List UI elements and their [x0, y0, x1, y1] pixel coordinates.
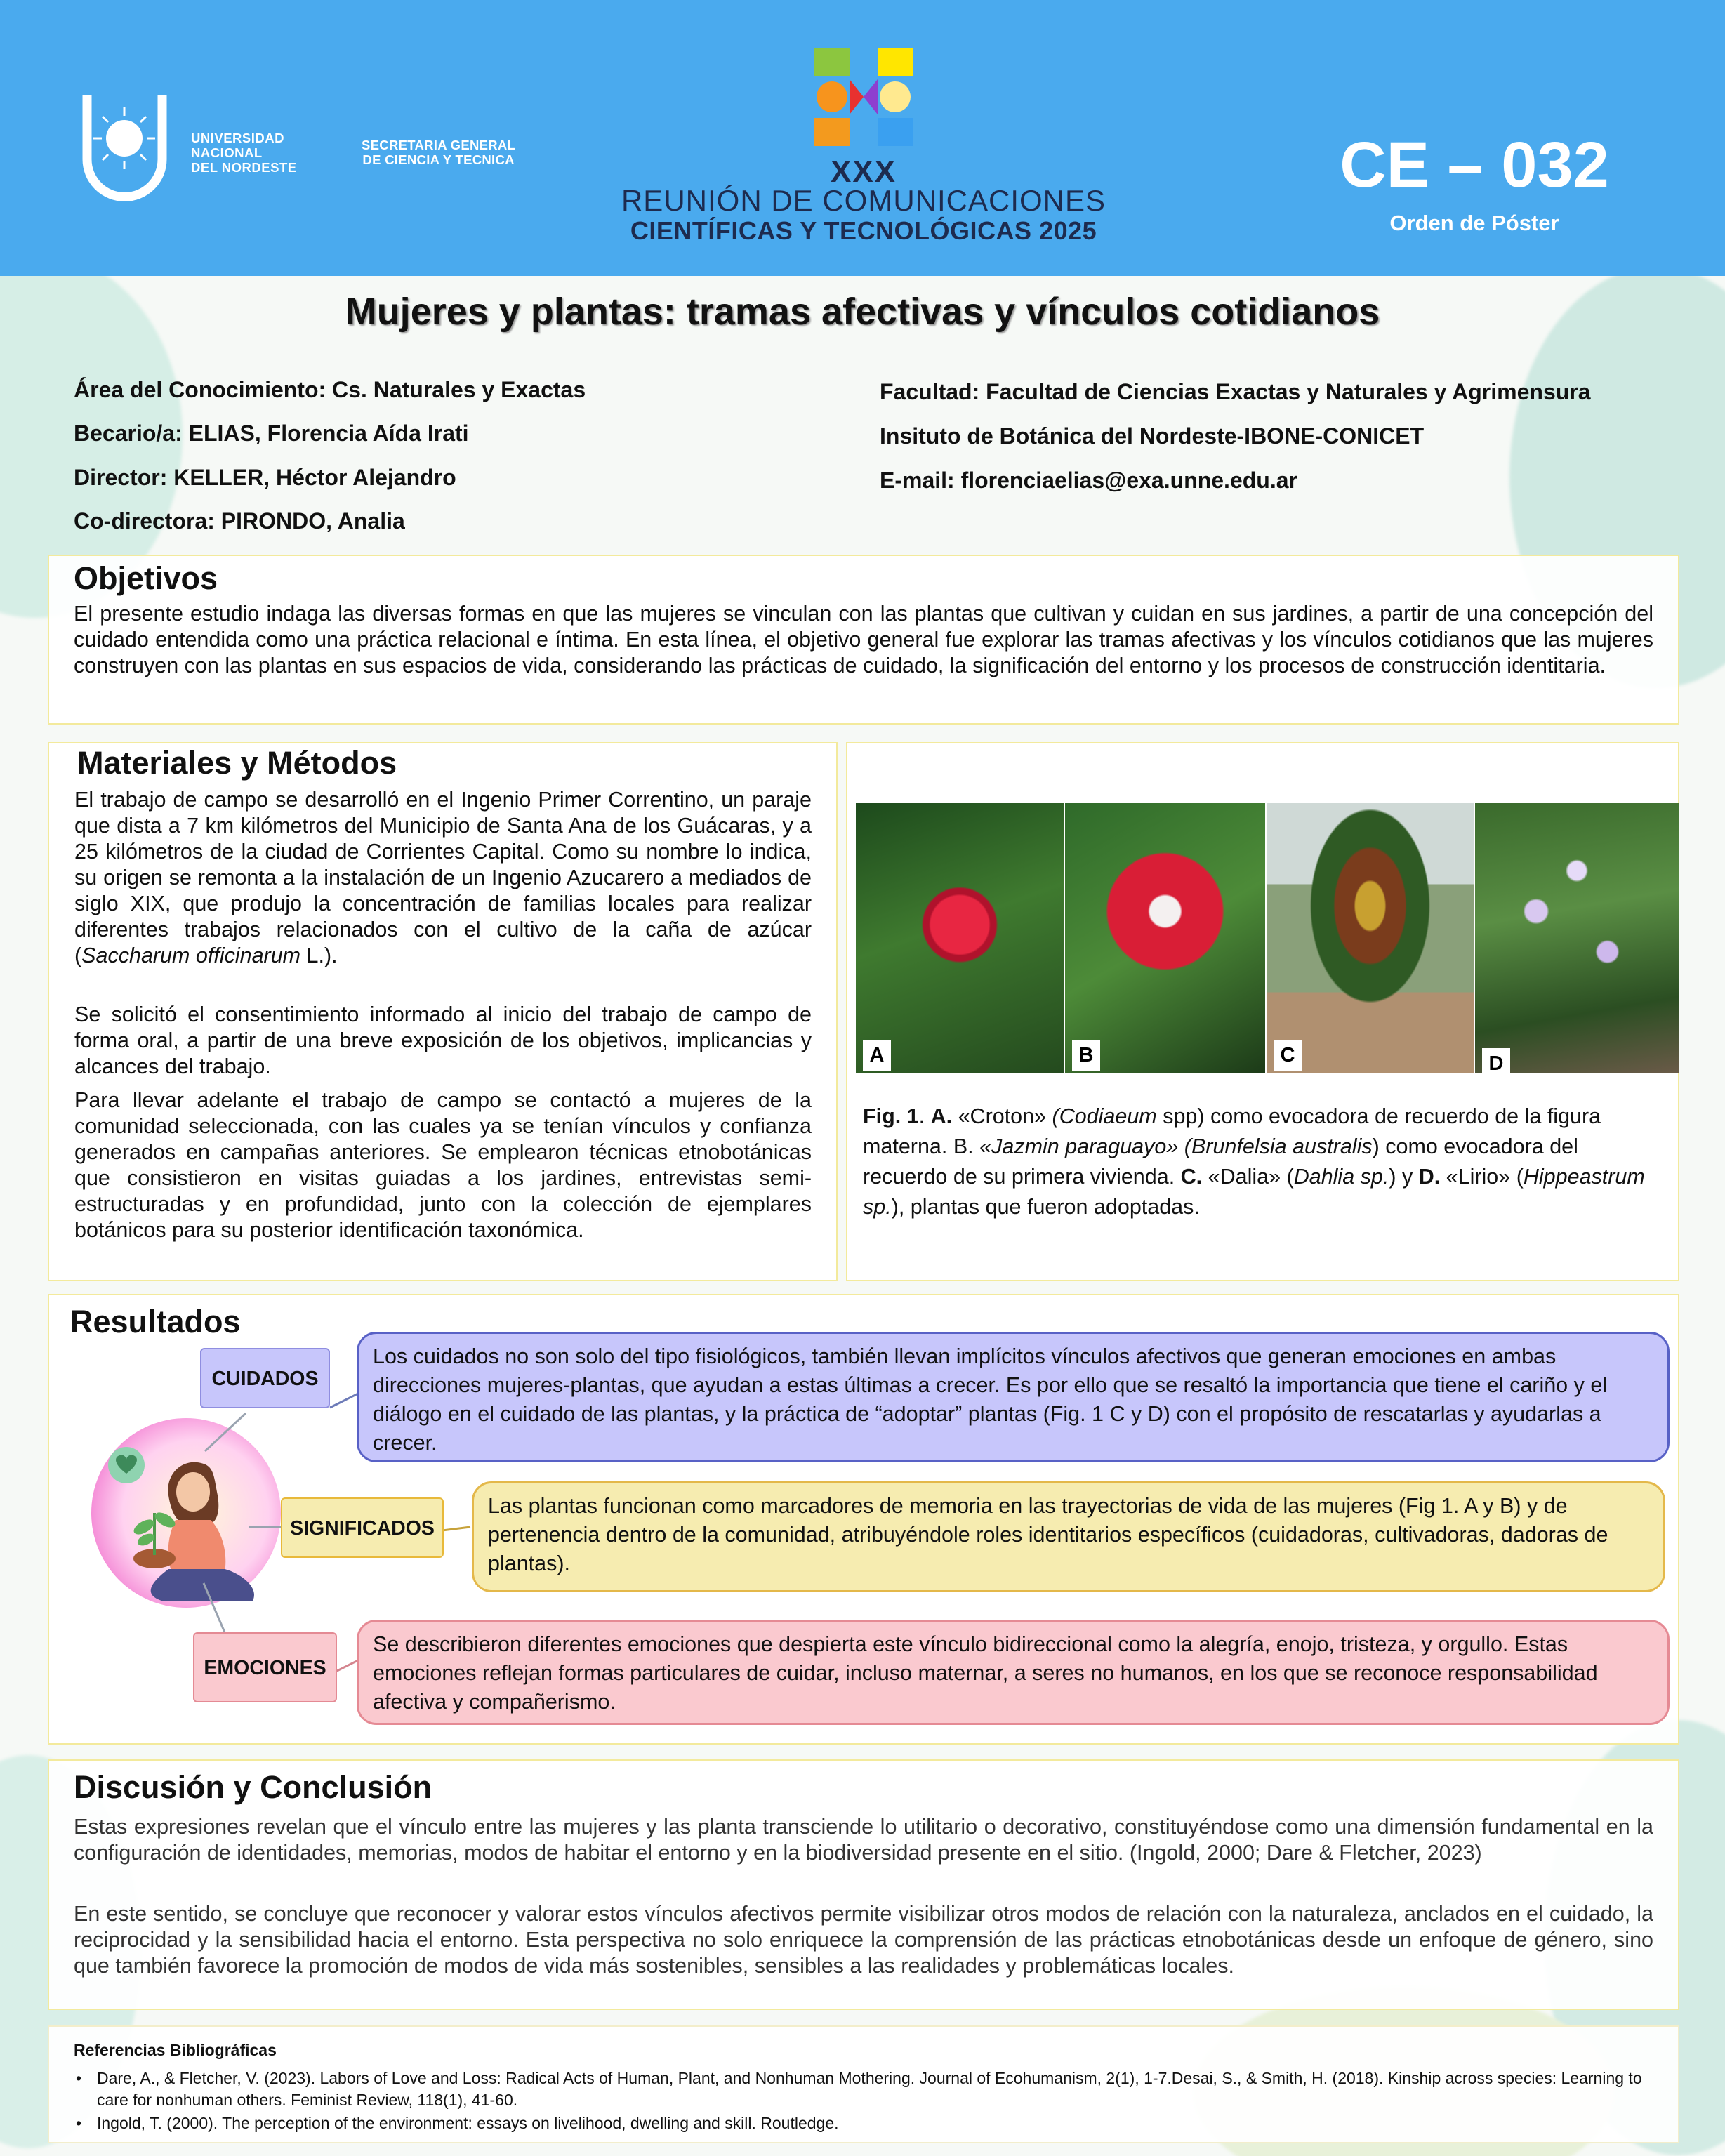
metodos-title: Materiales y Métodos: [77, 745, 397, 781]
discusion-section: [48, 1759, 1679, 2010]
significados-text: Las plantas funcionan como marcadores de memoria en las trayectorias de vida de las mujeres (Fig 1. A y B) y de pertenencia dentro de la comunidad, atribuyéndole roles identitarios específicos (cuidadoras, cultivadoras, dadoras de plantas).: [472, 1481, 1665, 1592]
poster-order-label: Orden de Póster: [1389, 211, 1559, 235]
poster-code: CE – 032: [1340, 129, 1609, 201]
emociones-text: Se describieron diferentes emociones que despierta este vínculo bidireccional como la alegría, enojo, tristeza, y orgullo. Estas emociones reflejan formas particulares de cuidar, incluso maternar, a seres no humanos, en los que se reconoce responsabilidad afectiva y compañerismo.: [357, 1620, 1670, 1725]
photo-a-croton: [856, 803, 1064, 1073]
resultados-section: [48, 1294, 1679, 1745]
metodos-paragraph-3: Para llevar adelante el trabajo de campo se contactó a mujeres de la comunidad seleccionada, con las cuales ya se tenían vínculos y confianza generados en campañas anteriores. Se emplearon técnicas etnobotánicas que consistieron en visitas guiadas a los jardines, entrevistas semi-estructuradas y en profundidad, junto con la colección de ejemplares botánicos para su posterior identificación taxonómica.: [74, 1088, 812, 1242]
referencias-title: Referencias Bibliográficas: [74, 2041, 277, 2059]
photo-c-dalia: [1267, 803, 1474, 1073]
event-name-line2: CIENTÍFICAS Y TECNOLÓGICAS 2025: [630, 216, 1097, 245]
figure-caption: Fig. 1. A. «Croton» (Codiaeum spp) como evocadora de recuerdo de la figura materna. B. «Jazmin paraguayo» (Brunfelsia australis) como evocadora del recuerdo de su primera vivienda. C. «Dalia» (Dahlia sp.) y D. «Lirio» (Hippeastrum sp.), plantas que fueron adoptadas.: [863, 1104, 1645, 1219]
meta-director: Director: KELLER, Héctor Alejandro: [74, 465, 456, 490]
reference-item-2: Ingold, T. (2000). The perception of the environment: essays on livelihood, dwelling and skill. Routledge.: [97, 2114, 839, 2132]
metodos-paragraph-2: Se solicitó el consentimiento informado al inicio del trabajo de campo de forma oral, a partir de una breve exposición de los objetivos, implicancias y alcances del trabajo.: [74, 1003, 812, 1078]
meta-area: Área del Conocimiento: Cs. Naturales y Exactas: [74, 377, 586, 402]
poster-title: Mujeres y plantas: tramas afectivas y vínculos cotidianos: [345, 291, 1380, 333]
event-name-line1: REUNIÓN DE COMUNICACIONES: [621, 184, 1106, 217]
objetivos-section: [48, 555, 1679, 725]
discusion-paragraph-1: Estas expresiones revelan que el vínculo entre las mujeres y las planta transciende lo utilitario o decorativo, constituyéndose como una dimensión fundamental en la configuración de identidades, memorias, modos de habitar el entorno y en la biodiversidad presente en el sitio. (Ingold, 2000; Dare & Fletcher, 2023): [74, 1815, 1653, 1865]
objetivos-title: Objetivos: [74, 560, 218, 596]
meta-codirector: Co-directora: PIRONDO, Analia: [74, 508, 405, 534]
meta-email: E-mail: florenciaelias@exa.unne.edu.ar: [880, 468, 1297, 493]
reference-item-1: Dare, A., & Fletcher, V. (2023). Labors of Love and Loss: Radical Acts of Human, Plant, and Nonhuman Mothering. Journal of Ecohumanism, 2(1), 1-7.Desai, S., & Smith, H. (2018). Kinship across species: Learning to care for nonhuman others. Feminist Review, 118(1), 41-60.: [97, 2069, 1642, 2109]
event-logo-icon: [811, 48, 916, 146]
discusion-title: Discusión y Conclusión: [74, 1769, 432, 1805]
photo-label-d: D: [1482, 1048, 1510, 1073]
event-edition: XXX: [830, 154, 897, 189]
category-cuidados: CUIDADOS: [200, 1348, 330, 1408]
header-banner: [0, 0, 1725, 276]
category-emociones: EMOCIONES: [193, 1632, 337, 1702]
photo-b-jazmin: [1065, 803, 1265, 1073]
category-significados: SIGNIFICADOS: [281, 1497, 444, 1558]
reference-bullet: •: [76, 2114, 82, 2132]
photo-label-c: C: [1274, 1040, 1302, 1071]
photo-label-b: B: [1072, 1040, 1100, 1071]
resultados-title: Resultados: [70, 1304, 241, 1340]
referencias-section: [48, 2025, 1679, 2143]
objetivos-text: El presente estudio indaga las diversas formas en que las mujeres se vinculan con las plantas que cultivan y cuidan en sus jardines, a partir de una concepción del cuidado entendida como una práctica relacional e íntima. En esta línea, el objetivo general fue explorar las tramas afectivas y los vínculos cotidianos que las mujeres construyen con las plantas en sus espacios de vida, considerando las prácticas de cuidado, la significación del entorno y los procesos de construcción identitaria.: [74, 602, 1653, 677]
photo-label-a: A: [863, 1040, 891, 1071]
meta-becario: Becario/a: ELIAS, Florencia Aída Irati: [74, 421, 469, 446]
reference-bullet: •: [76, 2069, 82, 2087]
discusion-paragraph-2: En este sentido, se concluye que reconocer y valorar estos vínculos afectivos permite visibilizar otros modos de relación con la naturaleza, anclados en el cuidado, la reciprocidad y la sensibilidad hacia el entorno. Esta perspectiva no solo enriquece la comprensión de las prácticas etnobotánicas desde un enfoque de género, sino que también favorece la promoción de modos de vida más sostenibles, sensibles a las realidades y problemáticas locales.: [74, 1902, 1653, 1978]
cuidados-text: Los cuidados no son solo del tipo fisiológicos, también llevan implícitos vínculos afectivos que generan emociones en ambas direcciones mujeres-plantas, que ayudan a estas últimas a crecer. Es por ello que se resaltó la importancia que tiene el cariño y el diálogo en el cuidado de las plantas, y la práctica de “adoptar” plantas (Fig. 1 C y D) con el propósito de rescatarlas y ayudarlas a crecer.: [357, 1332, 1670, 1462]
photo-d-lirio: [1475, 803, 1679, 1073]
university-logo-icon: [77, 95, 172, 207]
figure-section: [846, 742, 1679, 1281]
metodos-paragraph-1: El trabajo de campo se desarrolló en el Ingenio Primer Correntino, un paraje que dista a 7 km kilómetros del Municipio de Santa Ana de los Guácaras, y a 25 kilómetros de la ciudad de Corrientes Capital. Como su nombre lo indica, su origen se remonta a la instalación de un Ingenio Azucarero a mediados de siglo XIX, que produjo la concentración de familias locales para realizar diferentes trabajos relacionados con el cultivo de la caña de azúcar (Saccharum officinarum L.).: [74, 788, 812, 967]
metodos-section: [48, 742, 838, 1281]
university-name: UNIVERSIDAD NACIONAL DEL NORDESTE: [191, 131, 297, 175]
meta-instituto: Insituto de Botánica del Nordeste-IBONE-CONICET: [880, 423, 1425, 449]
meta-facultad: Facultad: Facultad de Ciencias Exactas y Naturales y Agrimensura: [880, 379, 1591, 404]
secretary-name: SECRETARIA GENERAL DE CIENCIA Y TECNICA: [362, 138, 516, 167]
